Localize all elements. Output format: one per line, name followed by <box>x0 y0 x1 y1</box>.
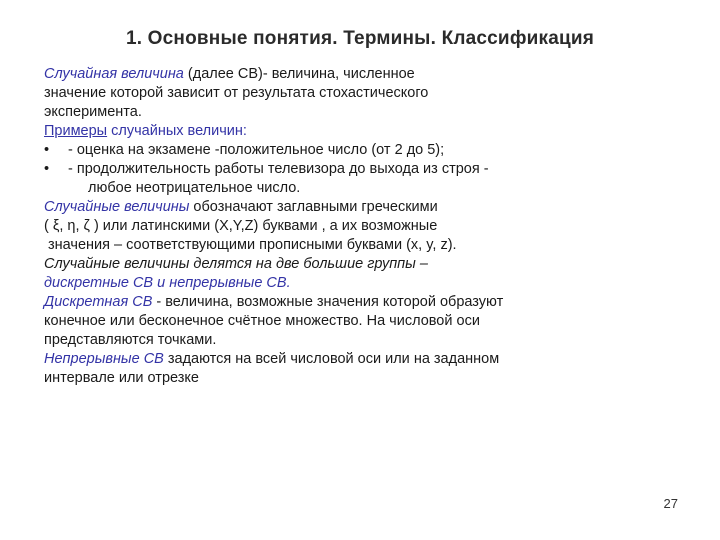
term-random-variable: Случайная величина <box>44 66 184 82</box>
page-number: 27 <box>663 496 678 511</box>
definition-random-variable-line-3: эксперимента. <box>44 104 142 120</box>
slide-title: 1. Основные понятия. Термины. Классификация <box>125 28 595 49</box>
examples-heading <box>44 122 684 141</box>
notation-line-3: значения – соответствующими прописными буквами (x, y, z). <box>48 237 457 253</box>
bullet-item-exam-grade <box>44 141 684 160</box>
bullet-icon: • <box>44 142 50 158</box>
bullet-text: - продолжительность работы телевизора до выхода из строя - <box>68 161 489 177</box>
examples-word: Примеры <box>44 123 108 139</box>
discrete-definition-line-3: представляются точками. <box>44 332 217 348</box>
groups-line-1: Случайные величины делятся на две большие группы – <box>44 256 428 272</box>
discrete-text: - величина, возможные значения которой образуют <box>152 294 504 310</box>
bullet-text: - оценка на экзамене -положительное число (от 2 до 5); <box>68 142 445 158</box>
notation-line-2: ( ξ, η, ζ ) или латинскими (X,Y,Z) буквами , а их возможные <box>44 218 438 234</box>
definition-random-variable-line-2: значение которой зависит от результата стохастического <box>44 85 429 101</box>
bullet-text-continuation: любое неотрицательное число. <box>88 180 301 196</box>
bullet-item-tv-lifetime <box>44 160 684 179</box>
bullet-item-tv-lifetime-continuation <box>44 179 684 198</box>
term-continuous: Непрерывные СВ <box>44 351 164 367</box>
continuous-definition-line-1 <box>44 350 684 369</box>
continuous-text: задаются на всей числовой оси или на заданном <box>163 351 500 367</box>
bullet-icon: • <box>44 161 50 177</box>
term-discrete: Дискретная СВ <box>44 294 153 310</box>
discrete-definition-line-2: конечное или бесконечное счётное множество. На числовой оси <box>44 313 480 329</box>
examples-heading-rest: случайных величин: <box>107 123 247 139</box>
slide-body <box>44 65 684 388</box>
continuous-definition-line-2: интервале или отрезке <box>44 370 199 386</box>
term-random-variables: Случайные величины <box>44 199 190 215</box>
notation-text: обозначают заглавными греческими <box>189 199 438 215</box>
groups-line-2: дискретные СВ и непрерывные СВ. <box>44 275 291 291</box>
definition-random-variable-line-1 <box>44 65 684 84</box>
discrete-definition-line-1 <box>44 293 684 312</box>
notation-line-1 <box>44 198 684 217</box>
definition-text: (далее СВ)- величина, численное <box>183 66 415 82</box>
